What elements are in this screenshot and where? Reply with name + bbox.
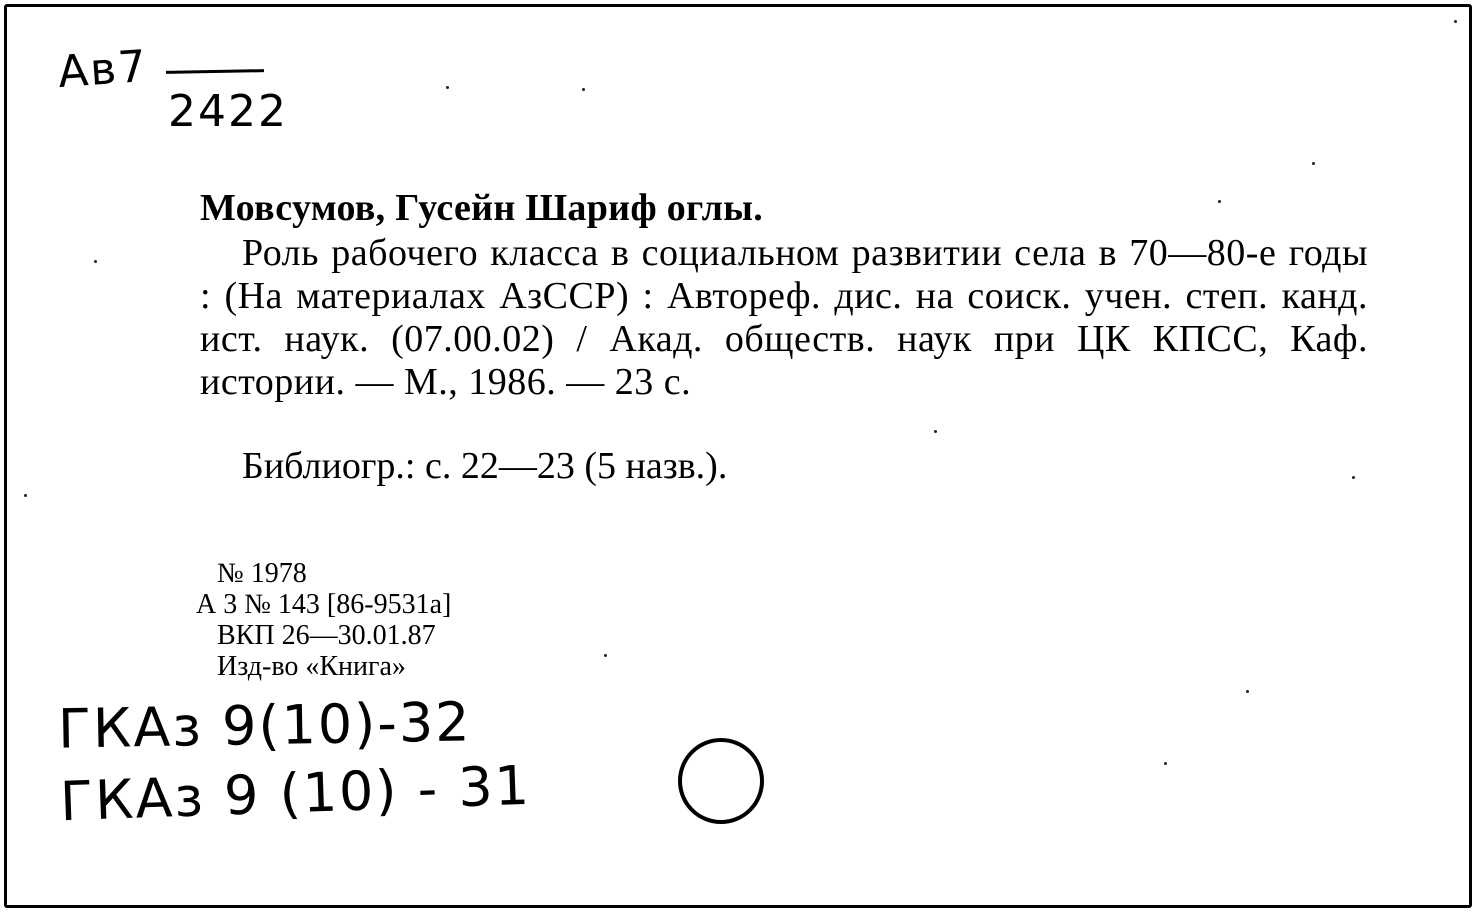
speck (24, 494, 27, 497)
speck (1164, 762, 1167, 765)
speck (1352, 476, 1355, 479)
classification-mark-2: ГКАз 9 (10) - 31 (59, 753, 532, 834)
colophon-line-2: А 3 № 143 [86-9531а] (196, 589, 452, 620)
colophon-line-4: Изд-во «Книга» (196, 651, 406, 682)
speck (446, 86, 449, 89)
speck (1218, 200, 1221, 203)
speck (1454, 20, 1457, 23)
shelf-mark-bottom: 2422 (168, 86, 288, 137)
card-punch-hole (678, 738, 764, 824)
colophon (196, 558, 451, 682)
colophon-number: № 1978 (196, 558, 307, 589)
speck (1246, 690, 1249, 693)
colophon-line-3: ВКП 26—30.01.87 (196, 620, 436, 651)
speck (94, 260, 97, 263)
speck (582, 88, 585, 91)
shelf-mark-top: Ав7 (56, 40, 150, 99)
speck (1312, 162, 1315, 165)
speck (934, 430, 937, 433)
author-heading: Мовсумов, Гусейн Шариф оглы. (200, 187, 764, 229)
bibliographic-description: Роль рабочего класса в социальном развитии села в 70—80-е годы : (На материалах АзССР) : Автореф. дис. на соиск. учен. степ. канд. ист. наук. (07.00.02) / Акад. обществ. наук при ЦК КПСС, Каф. истории. — М., 1986. — 23 с. (200, 232, 1368, 403)
bibliography-note: Библиогр.: с. 22—23 (5 назв.). (242, 445, 728, 487)
speck (604, 654, 607, 657)
classification-mark-1: ГКАз 9(10)-32 (57, 690, 473, 761)
